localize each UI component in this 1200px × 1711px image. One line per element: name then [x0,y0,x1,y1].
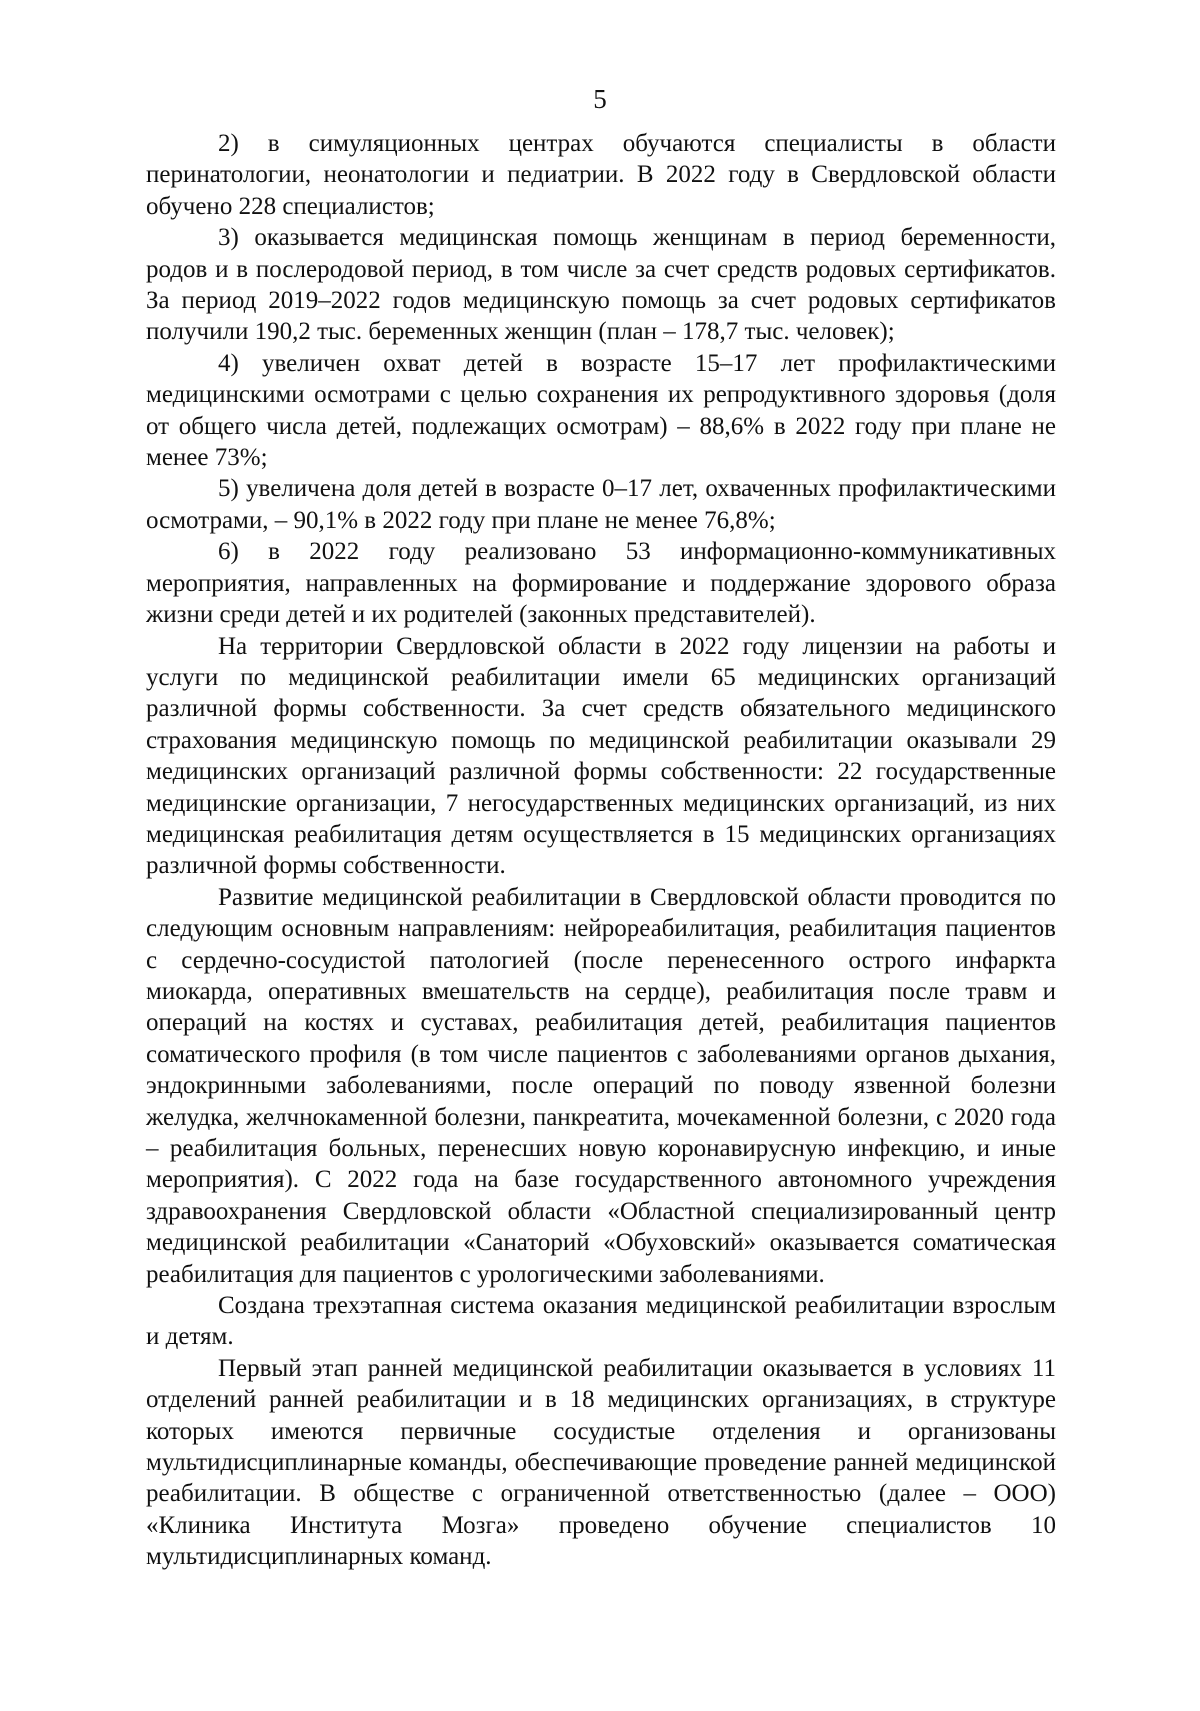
paragraph: Создана трехэтапная система оказания медицинской реабилитации взрослым и детям. [146,1292,1056,1351]
page-number: 5 [593,84,607,114]
paragraph: 2) в симуляционных центрах обучаются специалисты в области перинатологии, неонатологии и педиатрии. В 2022 году в Свердловской области обучено 228 специалистов; [146,130,1056,220]
paragraph: На территории Свердловской области в 2022 году лицензии на работы и услуги по медицинской реабилитации имели 65 медицинских организаций различной формы собственности. За счет средств обязательного медицинского страхования медицинскую помощь по медицинской реабилитации оказывали 29 медицинских организаций различной формы собственности: 22 государственные медицинские организации, 7 негосударственных медицинских организаций, из них медицинская реабилитация детям осуществляется в 15 медицинских организациях различной формы собственности. [146,632,1056,880]
paragraph: Первый этап ранней медицинской реабилитации оказывается в условиях 11 отделений ранней реабилитации и в 18 медицинских организациях, в структуре которых имеются первичные сосудистые отделения и организованы мультидисциплинарные команды, обеспечивающие проведение ранней медицинской реабилитации. В обществе с ограниченной ответственностью (далее – ООО) «Клиника Института Мозга» проведено обучение специалистов 10 мультидисциплинарных команд. [146,1354,1056,1571]
document-body [146,128,1056,1573]
paragraph: 3) оказывается медицинская помощь женщинам в период беременности, родов и в послеродовой период, в том числе за счет средств родовых сертификатов. За период 2019–2022 годов медицинскую помощь за счет родовых сертификатов получили 190,2 тыс. беременных женщин (план – 178,7 тыс. человек); [146,224,1056,346]
paragraph: 6) в 2022 году реализовано 53 информационно-коммуникативных мероприятия, направленных на формирование и поддержание здорового образа жизни среди детей и их родителей (законных представителей). [146,538,1056,629]
paragraph: 5) увеличена доля детей в возрасте 0–17 лет, охваченных профилактическими осмотрами, – 90,1% в 2022 году при плане не менее 76,8%; [146,475,1056,534]
paragraph: 4) увеличен охват детей в возрасте 15–17 лет профилактическими медицинскими осмотрами с целью сохранения их репродуктивного здоровья (доля от общего числа детей, подлежащих осмотрам) – 88,6% в 2022 году при плане не менее 73%; [146,349,1056,472]
paragraph: Развитие медицинской реабилитации в Свердловской области проводится по следующим основным направлениям: нейрореабилитация, реабилитация пациентов с сердечно-сосудистой патологией (после перенесенного острого инфаркта миокарда, оперативных вмешательств на сердце), реабилитация после травм и операций на костях и суставах, реабилитация детей, реабилитация пациентов соматического профиля (в том числе пациентов с заболеваниями органов дыхания, эндокринными заболеваниями, после операций по поводу язвенной болезни желудка, желчнокаменной болезни, панкреатита, мочекаменной болезни, с 2020 года – реабилитация больных, перенесших новую коронавирусную инфекцию, и иные мероприятия). С 2022 года на базе государственного автономного учреждения здравоохранения Свердловской области «Областной специализированный центр медицинской реабилитации «Санаторий «Обуховский» оказывается соматическая реабилитация для пациентов с урологическими заболеваниями. [146,883,1056,1288]
